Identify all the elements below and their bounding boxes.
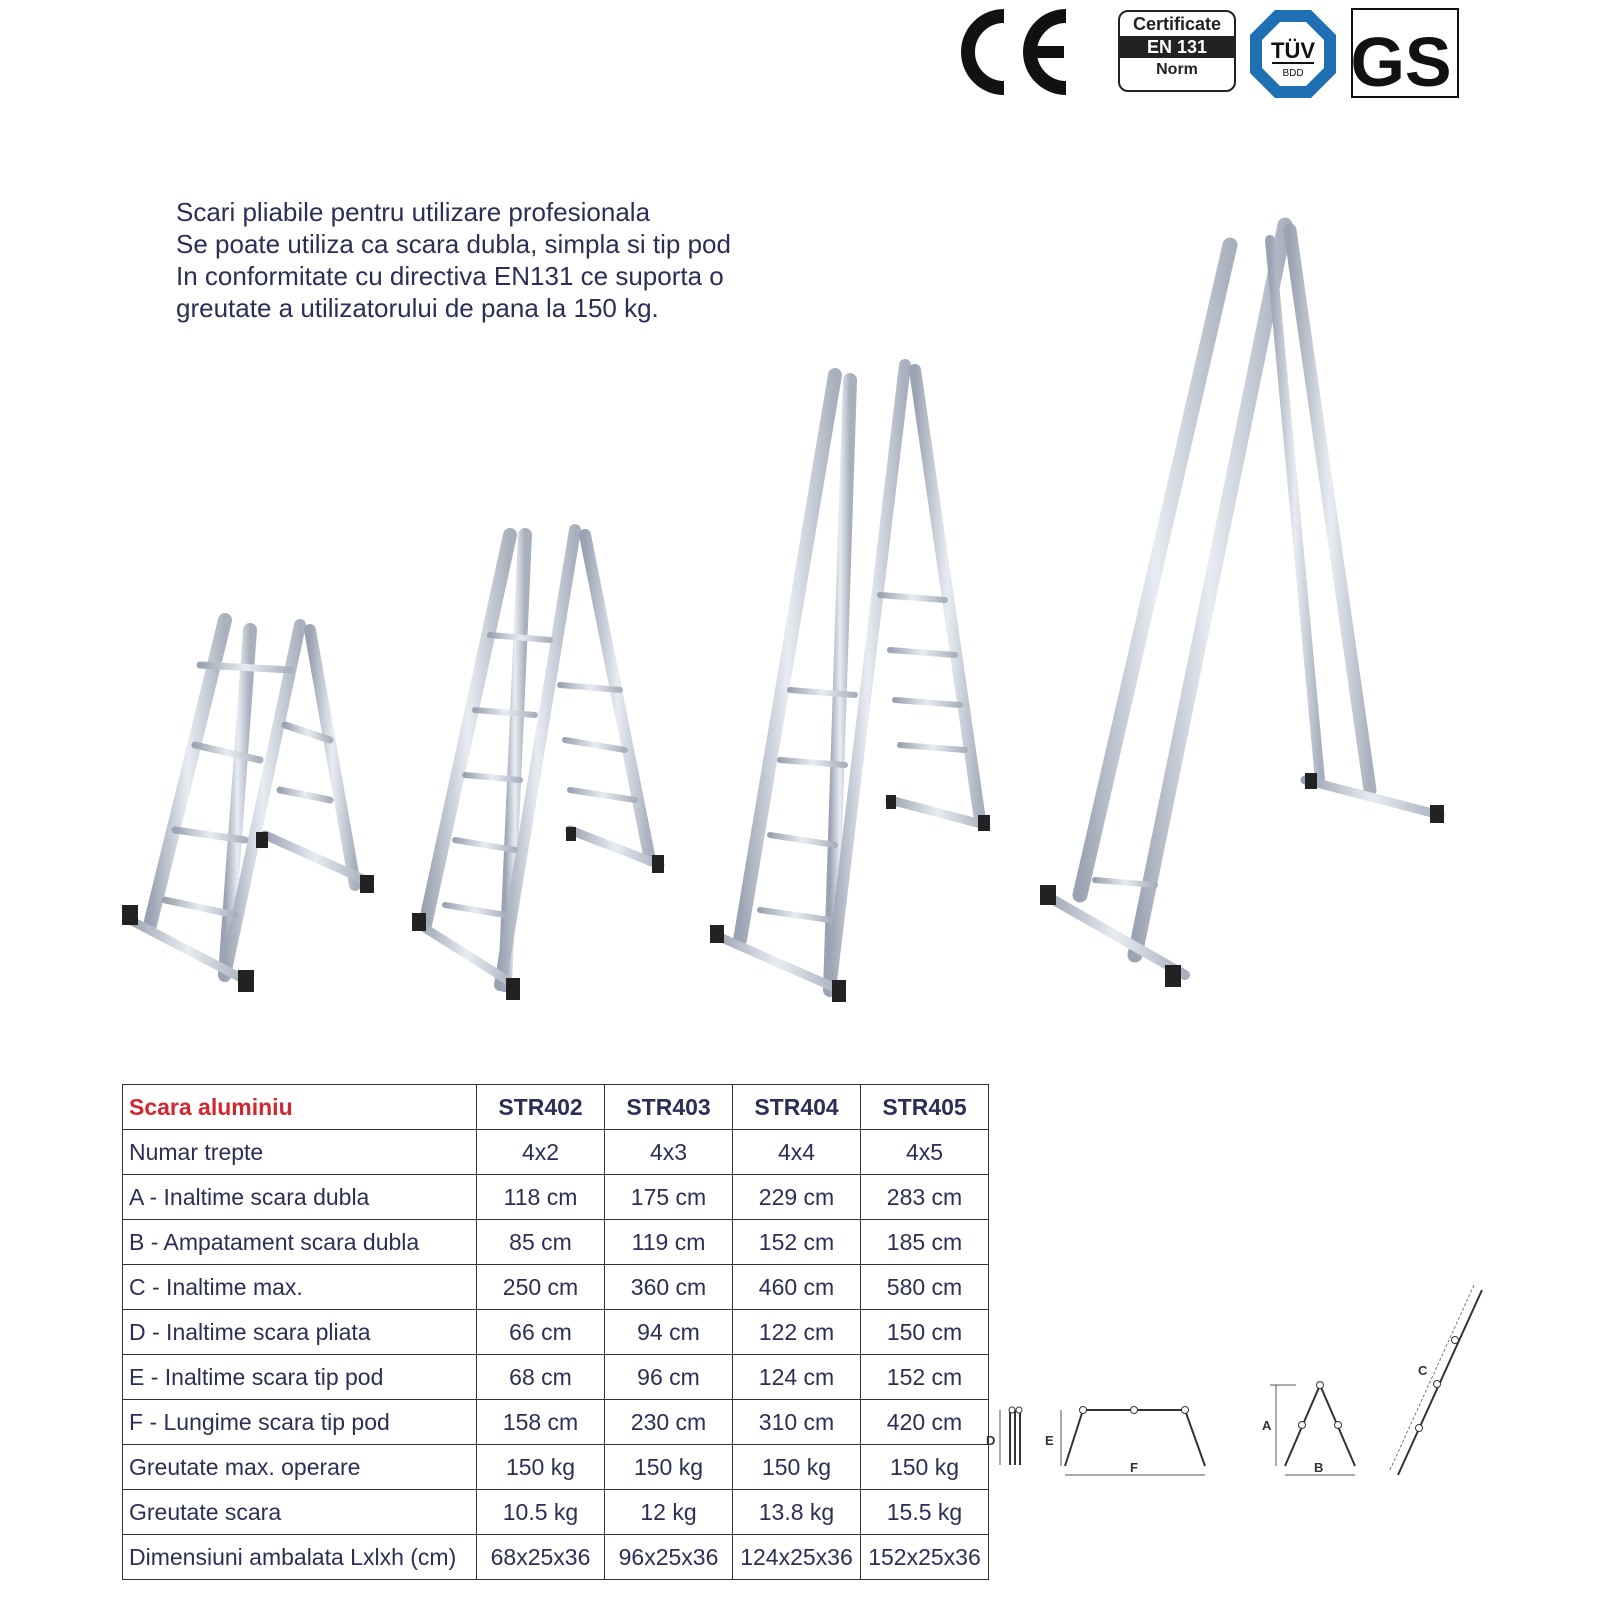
folding-ladder-4x5-image (1045, 225, 1440, 975)
cell: 420 cm (861, 1400, 989, 1445)
cell: 185 cm (861, 1220, 989, 1265)
cell: 360 cm (605, 1265, 733, 1310)
cell: 150 kg (605, 1445, 733, 1490)
svg-text:D: D (986, 1433, 996, 1448)
table-row (123, 1445, 989, 1490)
table-header-row (123, 1085, 989, 1130)
svg-text:A: A (1262, 1418, 1272, 1433)
model-header: STR405 (861, 1085, 989, 1130)
svg-text:C: C (1418, 1363, 1428, 1378)
cell: 96 cm (605, 1355, 733, 1400)
cell: 15.5 kg (861, 1490, 989, 1535)
cell: 119 cm (605, 1220, 733, 1265)
row-label: B - Ampatament scara dubla (123, 1220, 477, 1265)
cell: 152x25x36 (861, 1535, 989, 1580)
cell: 122 cm (733, 1310, 861, 1355)
cell: 150 cm (861, 1310, 989, 1355)
table-row (123, 1355, 989, 1400)
table-row (123, 1400, 989, 1445)
cell: 4x3 (605, 1130, 733, 1175)
cell: 250 cm (477, 1265, 605, 1310)
cell: 124 cm (733, 1355, 861, 1400)
row-label: Dimensiuni ambalata Lxlxh (cm) (123, 1535, 477, 1580)
table-row (123, 1220, 989, 1265)
gs-logo-icon (1350, 8, 1459, 101)
table-title: Scara aluminiu (123, 1085, 477, 1130)
row-label: D - Inaltime scara pliata (123, 1310, 477, 1355)
table-row (123, 1175, 989, 1220)
cell: 175 cm (605, 1175, 733, 1220)
table-row (123, 1130, 989, 1175)
row-label: C - Inaltime max. (123, 1265, 477, 1310)
table-row (123, 1535, 989, 1580)
cell: 96x25x36 (605, 1535, 733, 1580)
svg-text:TÜV: TÜV (1271, 38, 1315, 63)
row-label: F - Lungime scara tip pod (123, 1400, 477, 1445)
cell: 4x4 (733, 1130, 861, 1175)
cell: 12 kg (605, 1490, 733, 1535)
table-row (123, 1490, 989, 1535)
cell: 150 kg (861, 1445, 989, 1490)
model-header: STR404 (733, 1085, 861, 1130)
cell: 94 cm (605, 1310, 733, 1355)
description-line: Se poate utiliza ca scara dubla, simpla si tip pod (176, 229, 731, 259)
tuv-logo-icon (1248, 8, 1338, 100)
cell: 13.8 kg (733, 1490, 861, 1535)
dimension-diagrams (986, 1270, 1500, 1490)
cell: 124x25x36 (733, 1535, 861, 1580)
folding-ladder-4x3-image (420, 530, 660, 985)
cell: 150 kg (733, 1445, 861, 1490)
diagram-folded-height (986, 1407, 1022, 1465)
cell: 152 cm (861, 1355, 989, 1400)
ce-mark-icon (958, 8, 1078, 96)
cell: 580 cm (861, 1265, 989, 1310)
ladder-product-images (0, 200, 1600, 1040)
model-header: STR402 (477, 1085, 605, 1130)
cell: 460 cm (733, 1265, 861, 1310)
description-line: In conformitate cu directiva EN131 ce suporta o (176, 261, 724, 291)
diagram-bridge (1045, 1407, 1205, 1476)
svg-text:GS: GS (1350, 23, 1452, 101)
svg-text:F: F (1130, 1460, 1138, 1475)
cell: 152 cm (733, 1220, 861, 1265)
cell: 150 kg (477, 1445, 605, 1490)
svg-text:E: E (1045, 1433, 1054, 1448)
row-label: Greutate scara (123, 1490, 477, 1535)
table-row (123, 1310, 989, 1355)
cell: 310 cm (733, 1400, 861, 1445)
cell: 66 cm (477, 1310, 605, 1355)
cell: 68 cm (477, 1355, 605, 1400)
row-label: Numar trepte (123, 1130, 477, 1175)
description-line: greutate a utilizatorului de pana la 150 kg. (176, 293, 659, 323)
cell: 283 cm (861, 1175, 989, 1220)
description-line: Scari pliabile pentru utilizare profesionala (176, 197, 651, 227)
folding-ladder-4x2-image (130, 620, 365, 980)
row-label: Greutate max. operare (123, 1445, 477, 1490)
svg-text:BDD: BDD (1282, 68, 1304, 79)
cell: 68x25x36 (477, 1535, 605, 1580)
model-header: STR403 (605, 1085, 733, 1130)
row-label: E - Inaltime scara tip pod (123, 1355, 477, 1400)
cell: 158 cm (477, 1400, 605, 1445)
svg-text:B: B (1314, 1460, 1324, 1475)
en131-certificate-badge: Certificate EN 131 Norm (1118, 10, 1236, 92)
row-label: A - Inaltime scara dubla (123, 1175, 477, 1220)
cell: 4x2 (477, 1130, 605, 1175)
table-row (123, 1265, 989, 1310)
cell: 85 cm (477, 1220, 605, 1265)
cell: 10.5 kg (477, 1490, 605, 1535)
cell: 229 cm (733, 1175, 861, 1220)
cell: 118 cm (477, 1175, 605, 1220)
specifications-table (122, 1084, 989, 1580)
cell: 230 cm (605, 1400, 733, 1445)
cell: 4x5 (861, 1130, 989, 1175)
diagram-straight-ladder (1390, 1285, 1482, 1475)
diagram-a-frame (1262, 1382, 1355, 1476)
folding-ladder-4x4-image (715, 365, 985, 990)
